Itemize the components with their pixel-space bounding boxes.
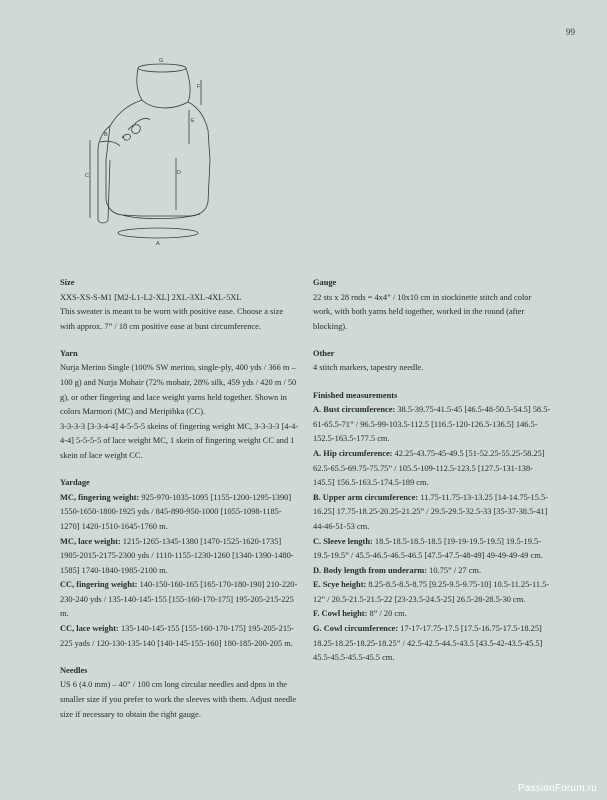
- yardage-item: MC, fingering weight: 925-970-1035-1095 [1155-1200-1295-1390] 1550-1650-1800-1925 yds / 845-890-950-1000 [1055-1098-1185-1270] 1420-1510-1645-1760 m.: [60, 492, 292, 531]
- yardage-item: CC, fingering weight: 140-150-160-165 [165-170-180-190] 210-220-230-240 yds / 135-140-145-155 [155-160-170-175] 195-205-215-225 m.: [60, 580, 298, 619]
- size-heading: Size: [60, 278, 75, 287]
- gauge-heading: Gauge: [313, 278, 337, 287]
- page-number: 99: [566, 27, 575, 37]
- finished-section: [313, 389, 551, 666]
- label-d: D: [177, 170, 181, 176]
- label-a: A: [156, 241, 160, 247]
- measurement-item: C. Sleeve length: 18.5-18.5-18.5-18.5 [19-19-19.5-19.5] 19.5-19.5-19.5-19.5” / 45.5-46.5-46.5-46.5 [47.5-47.5-48-49] 49-49-49-49 cm.: [313, 536, 543, 561]
- label-g: G: [159, 58, 164, 64]
- yardage-section: [60, 476, 300, 651]
- other-text: 4 stitch markers, tapestry needle.: [313, 363, 424, 373]
- measurement-item: D. Body length from underarm: 10.75” / 27 cm.: [313, 565, 482, 575]
- label-b: B: [104, 132, 108, 138]
- label-f: F: [197, 84, 201, 90]
- measurement-item: F. Cowl height: 8” / 20 cm.: [313, 609, 407, 619]
- measurement-item: G. Cowl circumference: 17-17-17.75-17.5 [17.5-16.75-17.5-18.25] 18.25-18.25-18.25-18.25” / 42.5-42.5-44.5-43.5 [43.5-42-43.5-45.5] 45.5-45.5-45.5-45.5 cm.: [313, 624, 543, 663]
- gauge-section: [313, 276, 551, 334]
- watermark: PassionForum.ru: [517, 783, 597, 794]
- yarn-skeins: 3-3-3-3 [3-3-4-4] 4-5-5-5 skeins of fingering weight MC, 3-3-3-3 [4-4-4-4] 5-5-5-5 of lace weight MC, 1 skein of fingering weight CC and 1 skein of lace weight CC.: [60, 421, 299, 461]
- other-section: [313, 347, 551, 376]
- yardage-item: CC, lace weight: 135-140-145-155 [155-160-170-175] 195-205-215-225 yads / 120-130-135-140 [140-145-155-160] 180-185-200-205 m.: [60, 624, 294, 648]
- left-column: [60, 276, 300, 735]
- measurement-item: A. Hip circumference: 42.25-43.75-45-49.5 [51-52.25-55.25-58.25] 62.5-65.5-69.75-75.75” / 105.5-109-112.5-123.5 [127.5-131-138-145.5] 156.5-163.5-174.5-189 cm.: [313, 448, 545, 488]
- sweater-schematic: [70, 50, 270, 250]
- measurement-item: A. Bust circumference: 38.5-39.75-41.5-45 [46.5-48-50.5-54.5] 58.5-61-65.5-71” / 96.5-99-103.5-112.5 [116.5-120-126.5-136.5] 146.5-152.5-163.5-177.5 cm.: [313, 405, 551, 444]
- needles-section: [60, 664, 300, 722]
- yardage-item: MC, lace weight: 1215-1265-1345-1380 [1470-1525-1620-1735] 1905-2015-2175-2300 yds / 1110-1155-1230-1260 [1340-1390-1480-1585] 1740-1840-1985-2100 m.: [60, 536, 294, 575]
- finished-heading: Finished measurements: [313, 390, 398, 400]
- right-column: [313, 276, 551, 678]
- label-e: E: [191, 118, 195, 124]
- yarn-desc: Nurja Merino Single (100% SW merino, single-ply, 400 yds / 366 m – 100 g) and Nurja Mohair (72% mohair, 28% silk, 459 yds / 420 m / 50 g), or other fingering and lace weight yarns held together. Shown in colors Marmori (MC) and Meripihka (CC).: [60, 363, 297, 417]
- label-c: C: [85, 173, 89, 179]
- measurement-item: E. Scye height: 8.25-8.5-8.5-8.75 [9.25-9.5-9.75-10] 10.5-11.25-11.5-12” / 20.5-21.5-21.5-22 [23-23.5-24.5-25] 26.5-28-28.5-30 cm.: [313, 580, 550, 604]
- needles-text: US 6 (4.0 mm) – 40” / 100 cm long circular needles and dpns in the smaller size if you prefer to work the sleeves with them. Adjust needle size if necessary to obtain the right gauge.: [60, 680, 297, 719]
- size-line: XXS-XS-S-M1 [M2-L1-L2-XL] 2XL-3XL-4XL-5XL: [60, 292, 242, 302]
- size-note: This sweater is meant to be worn with positive ease. Choose a size with approx. 7” / 18 cm positive ease at bust circumference.: [60, 307, 284, 331]
- other-heading: Other: [313, 348, 335, 358]
- size-section: [60, 276, 300, 334]
- yardage-heading: Yardage: [60, 478, 90, 488]
- measurement-item: B. Upper arm circumference: 11.75-11.75-13-13.25 [14-14.75-15.5-16.25] 17.75-18.25-20.25-21.25” / 29.5-29.5-32.5-33 [35-37-38.5-41] 44-46-51-53 cm.: [313, 492, 548, 531]
- gauge-text: 22 sts x 28 rnds = 4x4” / 10x10 cm in stockinette stitch and color work, with both yarns held together, worked in the round (after blocking).: [313, 292, 532, 331]
- needles-heading: Needles: [60, 665, 88, 675]
- yarn-section: [60, 347, 300, 464]
- yarn-heading: Yarn: [60, 348, 78, 358]
